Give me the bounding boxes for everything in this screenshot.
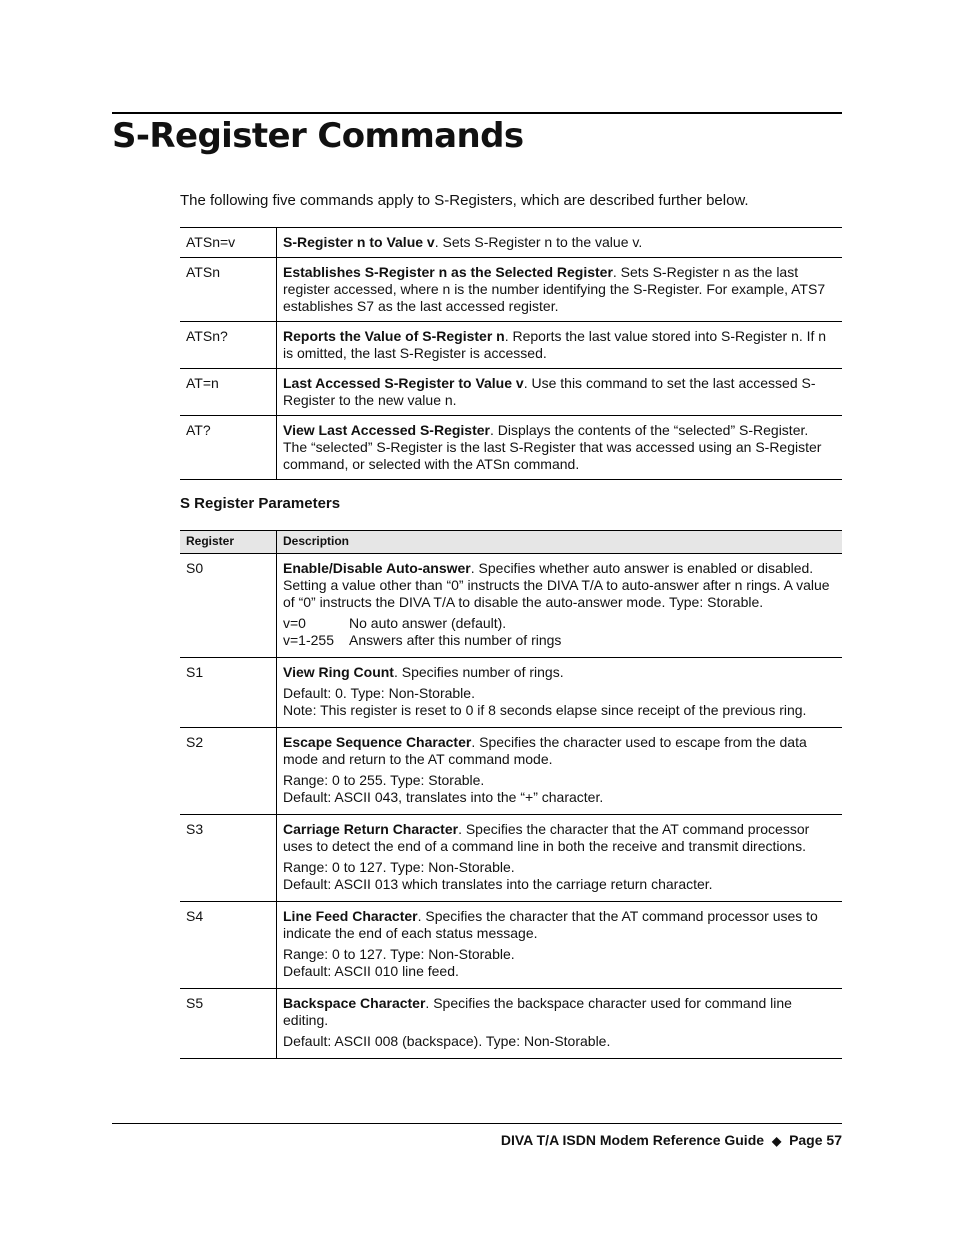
detail-line: Range: 0 to 255. Type: Storable. (283, 772, 485, 788)
intro-paragraph: The following five commands apply to S-Registers, which are described further below. (180, 192, 749, 209)
table-row (180, 258, 842, 322)
footer-rule (112, 1123, 842, 1124)
description-cell (277, 728, 843, 815)
description-cell (277, 989, 843, 1059)
register-name: Line Feed Character (283, 908, 418, 924)
description-cell (277, 416, 843, 480)
register-description: . Specifies the character that the AT command processor uses to detect the end of a command line in both the receive and transmit directions. (283, 821, 810, 854)
detail-line: Default: 0. Type: Non-Storable. (283, 685, 475, 701)
command-description: . Reports the last value stored into S-Register n. If n is omitted, the last S-Register is accessed. (283, 328, 827, 361)
table-row (180, 815, 842, 902)
description-cell (277, 658, 843, 728)
detail-line: Default: ASCII 043, translates into the “+” character. (283, 789, 604, 805)
detail-line: Note: This register is reset to 0 if 8 seconds elapse since receipt of the previous ring. (283, 702, 807, 718)
description-cell (277, 228, 843, 258)
register-description: . Specifies the character that the AT command processor uses to indicate the end of each status message. (283, 908, 818, 941)
guide-title: DIVA T/A ISDN Modem Reference Guide (500, 1132, 765, 1148)
table-row (180, 228, 842, 258)
register-cell: S2 (180, 728, 277, 815)
command-description: . Displays the contents of the “selected” S-Register. The “selected” S-Register is the last S-Register that was accessed using an S-Register command, or selected with the ATSn command. (283, 422, 822, 472)
commands-table (180, 227, 842, 480)
register-description: . Specifies the backspace character used for command line editing. (283, 995, 792, 1028)
table-row (180, 322, 842, 369)
diamond-icon: ◆ (771, 1134, 782, 1148)
register-description: . Specifies whether auto answer is enabled or disabled. Setting a value other than “0” instructs the DIVA T/A to auto-answer after n rings. A value of “0” instructs the DIVA T/A to disable the auto-answer mode. Type: Storable. (283, 560, 830, 610)
register-description: . Specifies the character used to escape from the data mode and return to the AT command mode. (283, 734, 807, 767)
command-cell: AT=n (180, 369, 277, 416)
column-header-register: Register (180, 531, 277, 554)
value-meaning: Answers after this number of rings (349, 632, 562, 648)
value-key: v=1-255 (283, 632, 334, 648)
detail-line: Range: 0 to 127. Type: Non-Storable. (283, 946, 515, 962)
register-cell: S5 (180, 989, 277, 1059)
command-cell: ATSn (180, 258, 277, 322)
table-header-row (180, 531, 842, 554)
table-row (180, 989, 842, 1059)
register-name: Backspace Character (283, 995, 426, 1011)
detail-line: Range: 0 to 127. Type: Non-Storable. (283, 859, 515, 875)
table-row (180, 554, 842, 658)
description-cell (277, 815, 843, 902)
table-row (180, 728, 842, 815)
detail-line: Default: ASCII 013 which translates into the carriage return character. (283, 876, 713, 892)
command-cell: ATSn=v (180, 228, 277, 258)
parameters-table (180, 530, 842, 1059)
page-title: S-Register Commands (112, 116, 524, 156)
command-name: Last Accessed S-Register to Value v (283, 375, 524, 391)
detail-line: Default: ASCII 010 line feed. (283, 963, 459, 979)
description-cell (277, 369, 843, 416)
command-description: . Sets S-Register n as the last register accessed, where n is the number identifying the S-Register. For example, ATS7 establishes S7 as the last accessed register. (283, 264, 826, 314)
register-name: Carriage Return Character (283, 821, 459, 837)
detail-line: Default: ASCII 008 (backspace). Type: Non-Storable. (283, 1033, 611, 1049)
value-key: v=0 (283, 615, 306, 631)
command-name: Establishes S-Register n as the Selected Register (283, 264, 613, 280)
command-name: View Last Accessed S-Register (283, 422, 490, 438)
register-cell: S3 (180, 815, 277, 902)
description-cell (277, 554, 843, 658)
register-name: View Ring Count (283, 664, 394, 680)
command-description: . Sets S-Register n to the value v. (434, 234, 643, 250)
value-meaning: No auto answer (default). (349, 615, 507, 631)
register-name: Enable/Disable Auto-answer (283, 560, 471, 576)
page-number: Page 57 (789, 1132, 842, 1148)
command-name: Reports the Value of S-Register n (283, 328, 505, 344)
section-heading: S Register Parameters (180, 495, 341, 512)
description-cell (277, 902, 843, 989)
table-row (180, 658, 842, 728)
register-name: Escape Sequence Character (283, 734, 472, 750)
command-cell: AT? (180, 416, 277, 480)
register-description: . Specifies number of rings. (393, 664, 564, 680)
top-rule (112, 112, 842, 114)
description-cell (277, 322, 843, 369)
description-cell (277, 258, 843, 322)
column-header-description: Description (283, 534, 350, 548)
register-cell: S4 (180, 902, 277, 989)
register-cell: S0 (180, 554, 277, 658)
table-row (180, 902, 842, 989)
command-cell: ATSn? (180, 322, 277, 369)
page-footer (501, 1132, 842, 1148)
command-description: . Use this command to set the last accessed S-Register to the new value n. (283, 375, 816, 408)
table-row (180, 369, 842, 416)
table-row (180, 416, 842, 480)
register-cell: S1 (180, 658, 277, 728)
command-name: S-Register n to Value v (283, 234, 435, 250)
